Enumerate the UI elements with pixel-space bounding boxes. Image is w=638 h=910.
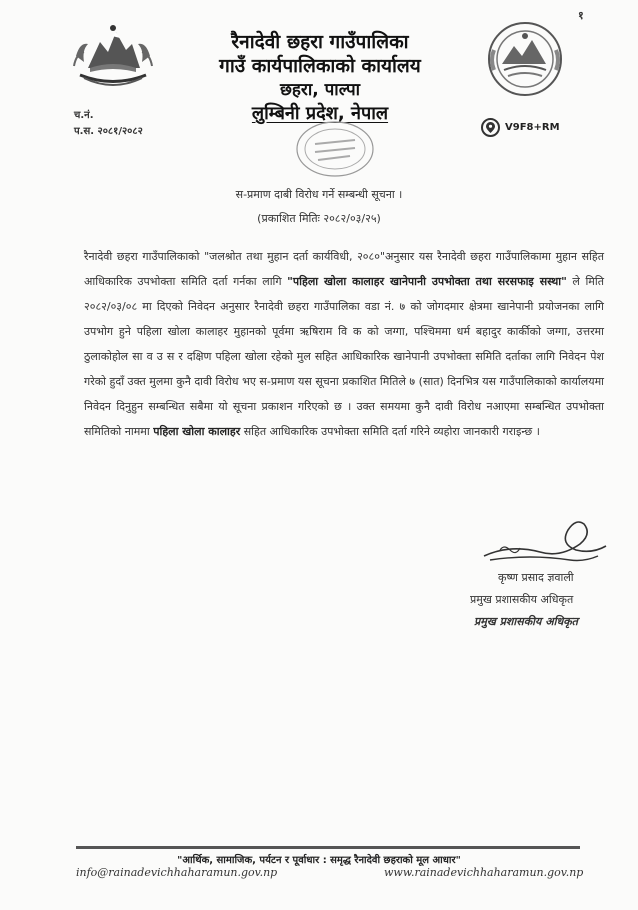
body-bold-2: पहिला खोला कालाहर xyxy=(153,425,241,438)
notice-body xyxy=(84,244,604,444)
footer-motto: "आर्थिक, सामाजिक, पर्यटन र पूर्वाधार : समृद्ध रैनादेवी छहराको मूल आधार" xyxy=(177,855,461,866)
letter-number: च.नं. xyxy=(74,110,94,121)
municipality-logo-icon xyxy=(486,20,564,98)
page-mark: १ xyxy=(578,9,584,22)
signature-icon xyxy=(480,514,610,572)
notice-date: (प्रकाशित मितिः २०८२/०३/२५) xyxy=(257,212,381,225)
nepal-emblem-icon xyxy=(70,20,156,90)
signatory-title-stamp: प्रमुख प्रशासकीय अधिकृत xyxy=(474,615,578,628)
body-part-2: ले मिति २०८२/०३/०८ मा दिएको निवेदन अनुसार रैनादेवी छहरा गाउँपालिका वडा नं. ७ को जोगदमार क्षेत्रमा खानेपानी प्रयोजनका लागि उपभोग हुने पहिला खोला कालाहर मुहानको पूर्वमा ऋषिराम वि क को जग्गा, पश्चिममा धर्म बहादुर कार्कीको जग्गा, उत्तरमा ठुलाकोहोल सा व उ स र दक्षिण पहिला खोला रहेको मुल सहित आधिकारिक खानेपानी उपभोक्ता समिति दर्ताका लागि निवेदन पेश गरेको हुदाँ उक्त मुलमा कुनै दावी विरोध भए स-प्रमाण यस सूचना प्रकाशित मितिले ७ (सात) दिनभित्र यस गाउँपालिकाको कार्यालयमा निवेदन दिनुहुन सम्बन्धित सबैमा यो सूचना प्रकाशन गरिएको छ । उक्त समयमा कुनै दावी विरोध नआएमा सम्बन्धित उपभोक्ता समितिको नाममा xyxy=(84,275,604,438)
province-country: लुम्बिनी प्रदेश, नेपाल xyxy=(251,103,389,124)
reference-numbers xyxy=(74,108,143,140)
signatory-name: कृष्ण प्रसाद ज्ञवाली xyxy=(498,571,574,584)
office-address: छहरा, पाल्पा xyxy=(279,80,361,100)
fiscal-year: प.स. २०८१/२०८२ xyxy=(74,126,143,137)
footer-email: info@rainadevichhaharamun.gov.np xyxy=(76,866,278,879)
municipality-name: रैनादेवी छहरा गाउँपालिका xyxy=(231,31,409,53)
plus-code: V9F8+RM xyxy=(505,122,560,133)
footer-website: www.rainadevichhaharamun.gov.np xyxy=(384,866,584,879)
signatory-title: प्रमुख प्रशासकीय अधिकृत xyxy=(470,593,574,606)
plus-code-location xyxy=(481,118,560,137)
body-part-1: रैनादेवी छहरा गाउँपालिकाको "जलश्रोत तथा मुहान दर्ता कार्यविधी, २०८०"अनुसार यस रैनादेवी छहरा गाउँपालिकामा मुहान सहित आधिकारिक उपभोक्ता समिति दर्ता गर्नका लागि xyxy=(84,250,604,288)
office-header xyxy=(170,30,470,126)
notice-title: स-प्रमाण दाबी विरोध गर्ने सम्बन्धी सूचना । xyxy=(235,188,403,201)
footer-divider xyxy=(76,846,580,849)
office-seal-icon xyxy=(290,118,380,180)
body-bold-1: "पहिला खोला कालाहर खानेपानी उपभोक्ता तथा सरसफाइ सस्था" xyxy=(287,275,567,288)
body-part-3: सहित आधिकारिक उपभोक्ता समिति दर्ता गरिने व्यहोरा जानकारी गराइन्छ । xyxy=(240,425,540,438)
location-pin-icon xyxy=(481,118,500,137)
office-name: गाउँ कार्यपालिकाको कार्यालय xyxy=(219,55,421,77)
